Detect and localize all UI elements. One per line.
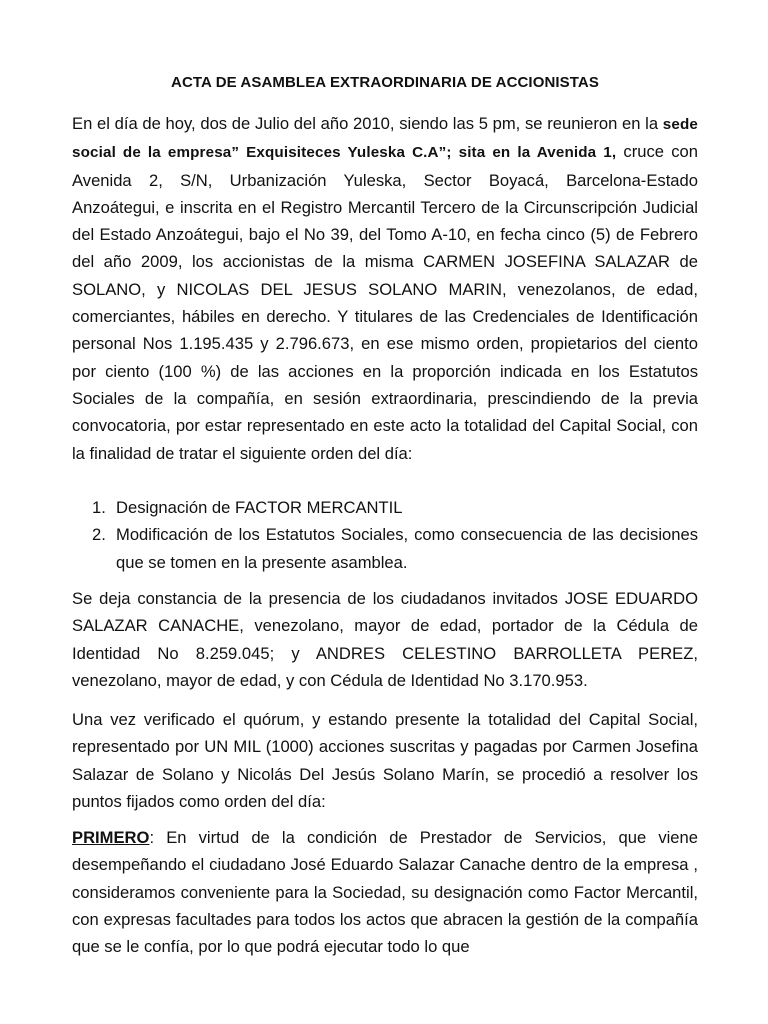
agenda-item-number: 1.: [92, 498, 106, 517]
agenda-item-number: 2.: [92, 525, 106, 545]
agenda-item: [72, 521, 698, 576]
opening-paragraph: [72, 110, 698, 467]
agenda-item-text: Designación de FACTOR MERCANTIL: [116, 498, 403, 517]
guests-paragraph: Se deja constancia de la presencia de los ciudadanos invitados JOSE EDUARDO SALAZAR CANACHE, venezolano, mayor de edad, portador de la Cédula de Identidad No 8.259.045; y ANDRES CELESTINO BARROLLETA PEREZ, venezolano, mayor de edad, y con Cédula de Identidad No 3.170.953.: [72, 589, 698, 690]
quorum-paragraph: Una vez verificado el quórum, y estando presente la totalidad del Capital Social, representado por UN MIL (1000) acciones suscritas y pagadas por Carmen Josefina Salazar de Solano y Nicolás Del Jesús Solano Marín, se procedió a resolver los puntos fijados como orden del día:: [72, 710, 698, 811]
opening-text-rest: cruce con Avenida 2, S/N, Urbanización Yuleska, Sector Boyacá, Barcelona-Estado Anzoátegui, e inscrita en el Registro Mercantil Tercero de la Circunscripción Judicial del Estado Anzoátegui, bajo el No 39, del Tomo A-10, en fecha cinco (5) de Febrero del año 2009, los accionistas de la misma CARMEN JOSEFINA SALAZAR de SOLANO, y NICOLAS DEL JESUS SOLANO MARIN, venezolanos, de edad, comerciantes, hábiles en derecho. Y titulares de las Credenciales de Identificación personal Nos 1.195.435 y 2.796.673, en ese mismo orden, propietarios del ciento por ciento (100 %) de las acciones en la proporción indicada en los Estatutos Sociales de la compañía, en sesión extraordinaria, prescindiendo de la previa convocatoria, por estar representado en este acto la totalidad del Capital Social, con la finalidad de tratar el siguiente orden del día:: [72, 142, 698, 463]
agenda-list: [72, 494, 698, 576]
document-title: ACTA DE ASAMBLEA EXTRAORDINARIA DE ACCIONISTAS: [171, 74, 599, 91]
agenda-item-text: Modificación de los Estatutos Sociales, como consecuencia de las decisiones que se tomen en la presente asamblea.: [116, 525, 698, 572]
opening-text-start: En el día de hoy, dos de Julio del año 2010, siendo las 5 pm, se reunieron en la: [72, 114, 663, 133]
primero-paragraph: [72, 824, 698, 960]
agenda-item: [72, 494, 698, 521]
company-address-bold: sede social de la empresa” Exquisiteces Yuleska C.A”; sita en la Avenida 1,: [72, 116, 698, 162]
primero-text: : En virtud de la condición de Prestador de Servicios, que viene desempeñando el ciudadano José Eduardo Salazar Canache dentro de la empresa , consideramos conveniente para la Sociedad, su designación como Factor Mercantil, con expresas facultades para todos los actos que abracen la gestión de la compañía que se le confía, por lo que podrá ejecutar todo lo que: [72, 828, 698, 957]
primero-heading: PRIMERO: [72, 828, 150, 847]
